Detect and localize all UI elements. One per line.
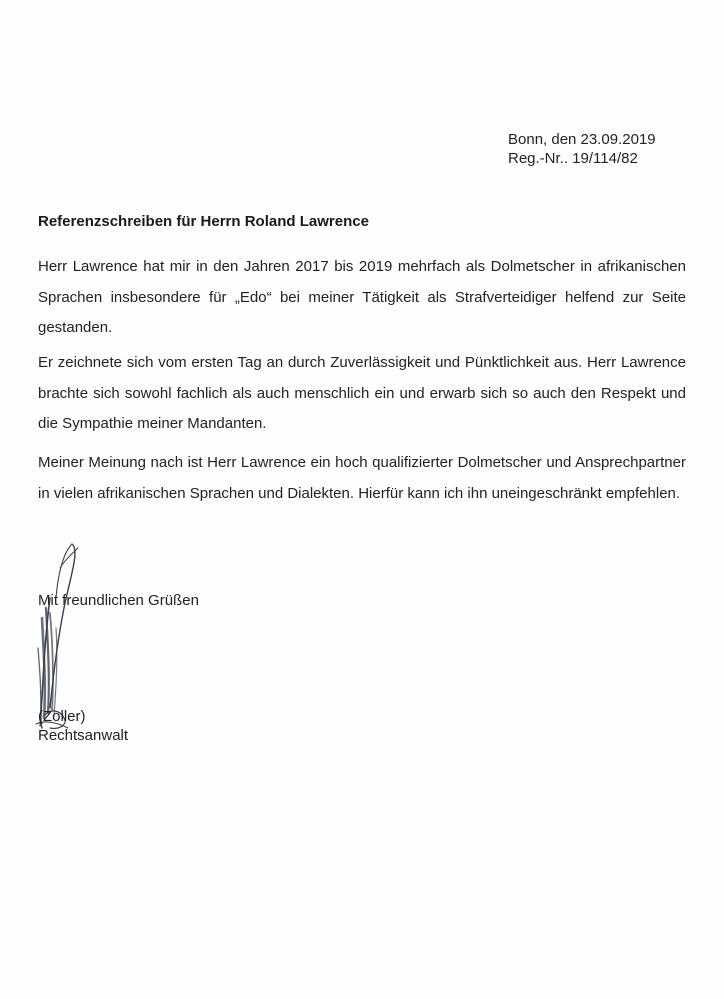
letter-header <box>508 130 656 168</box>
signer-name: (Zoller) <box>38 708 86 725</box>
letter-subject: Referenzschreiben für Herrn Roland Lawrence <box>38 213 369 230</box>
paragraph-3: Meiner Meinung nach ist Herr Lawrence ein hoch qualifizierter Dolmetscher und Ansprechpartner in vielen afrikanischen Sprachen und Dialekten. Hierfür kann ich ihn uneingeschränkt empfehlen. <box>38 454 686 502</box>
place-date: Bonn, den 23.09.2019 <box>508 131 656 148</box>
paragraph-1: Herr Lawrence hat mir in den Jahren 2017 bis 2019 mehrfach als Dolmetscher in afrikanischen Sprachen insbesondere für „Edo“ bei meiner Tätigkeit als Strafverteidiger helfend zur Seite gestanden. <box>38 258 686 336</box>
reference-number: Reg.-Nr.. 19/114/82 <box>508 150 638 167</box>
signer-title: Rechtsanwalt <box>38 727 129 744</box>
closing-greeting: Mit freundlichen Grüßen <box>38 592 199 609</box>
paragraph-2: Er zeichnete sich vom ersten Tag an durch Zuverlässigkeit und Pünktlichkeit aus. Herr Lawrence brachte sich sowohl fachlich als auch menschlich ein und erwarb sich so auch den Respekt und die Sympathie meiner Mandanten. <box>38 354 686 432</box>
